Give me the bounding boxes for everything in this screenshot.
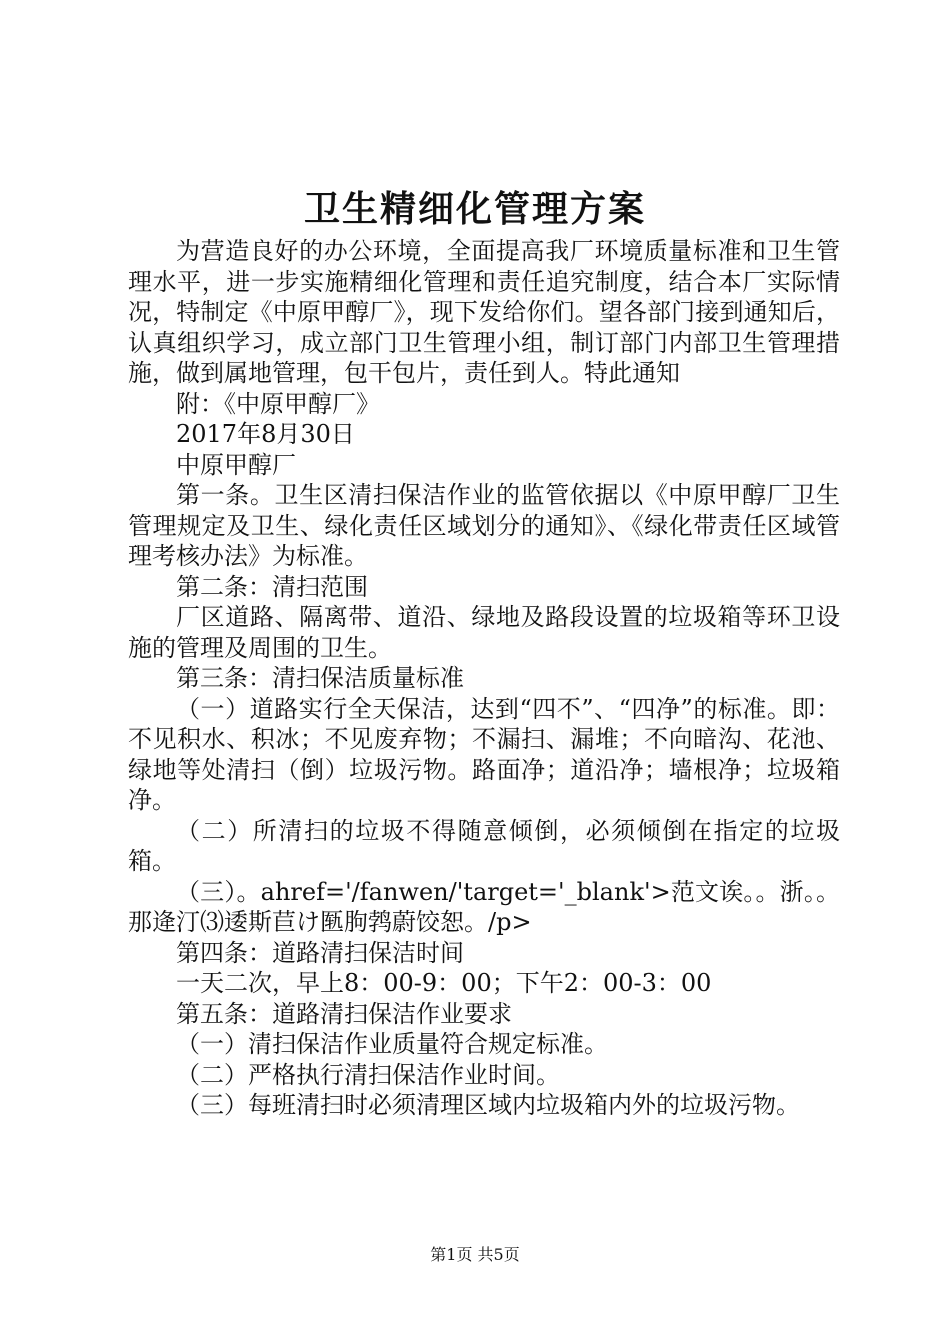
article-2-heading: 第二条：清扫范围: [176, 572, 368, 601]
intro-paragraph: 为营造良好的办公环境，全面提高我厂环境质量标准和卫生管理水平，进一步实施精细化管理和责任追究制度，结合本厂实际情况，特制定《中原甲醇厂》，现下发给你们。望各部门接到通知后，认真组织学习，成立部门卫生管理小组，制订部门内部卫生管理措施，做到属地管理，包干包片，责任到人。特此通知: [128, 237, 840, 387]
page-footer: 第1页 共5页: [430, 1245, 520, 1264]
article-5-item-2: （二）严格执行清扫保洁作业时间。: [176, 1060, 560, 1089]
article-3-heading: 第三条：清扫保洁质量标准: [176, 664, 464, 692]
article-2-body: 厂区道路、隔离带、道沿、绿地及路段设置的垃圾箱等环卫设施的管理及周围的卫生。: [128, 603, 840, 662]
issuer-line: 中原甲醇厂: [176, 450, 296, 479]
article-4-heading: 第四条：道路清扫保洁时间: [176, 938, 464, 967]
article-5-item-1: （一）清扫保洁作业质量符合规定标准。: [176, 1030, 608, 1058]
attachment-line: 附：《中原甲醇厂》: [176, 389, 380, 418]
article-5-item-3: （三）每班清扫时必须清理区域内垃圾箱内外的垃圾污物。: [176, 1091, 800, 1119]
article-4-body: 一天二次，早上8：00-9：00；下午2：00-3：00: [176, 969, 712, 997]
document-title: 卫生精细化管理方案: [303, 188, 646, 230]
article-3-item-1: （一）道路实行全天保洁，达到“四不”、“四净”的标准。即：不见积水、积冰；不见废弃物；不漏扫、漏堆；不向暗沟、花池、绿地等处清扫（倒）垃圾污物。路面净；道沿净；墙根净；垃圾箱净。: [128, 694, 840, 814]
document-body: [128, 236, 840, 1121]
article-1: 第一条。卫生区清扫保洁作业的监管依据以《中原甲醇厂卫生管理规定及卫生、绿化责任区域划分的通知》、《绿化带责任区域管理考核办法》为标准。: [128, 481, 840, 570]
article-5-heading: 第五条：道路清扫保洁作业要求: [176, 999, 512, 1028]
date-line: 2017年8月30日: [176, 420, 355, 448]
article-3-item-2: （二）所清扫的垃圾不得随意倾倒，必须倾倒在指定的垃圾箱。: [128, 816, 840, 875]
article-3-item-3: （三）。ahref='/fanwen/'target='_blank'>范文诶。。浙。。那逄汀⑶逶斯苣け匦朐鹁蔚饺恕。/p>: [128, 877, 840, 936]
